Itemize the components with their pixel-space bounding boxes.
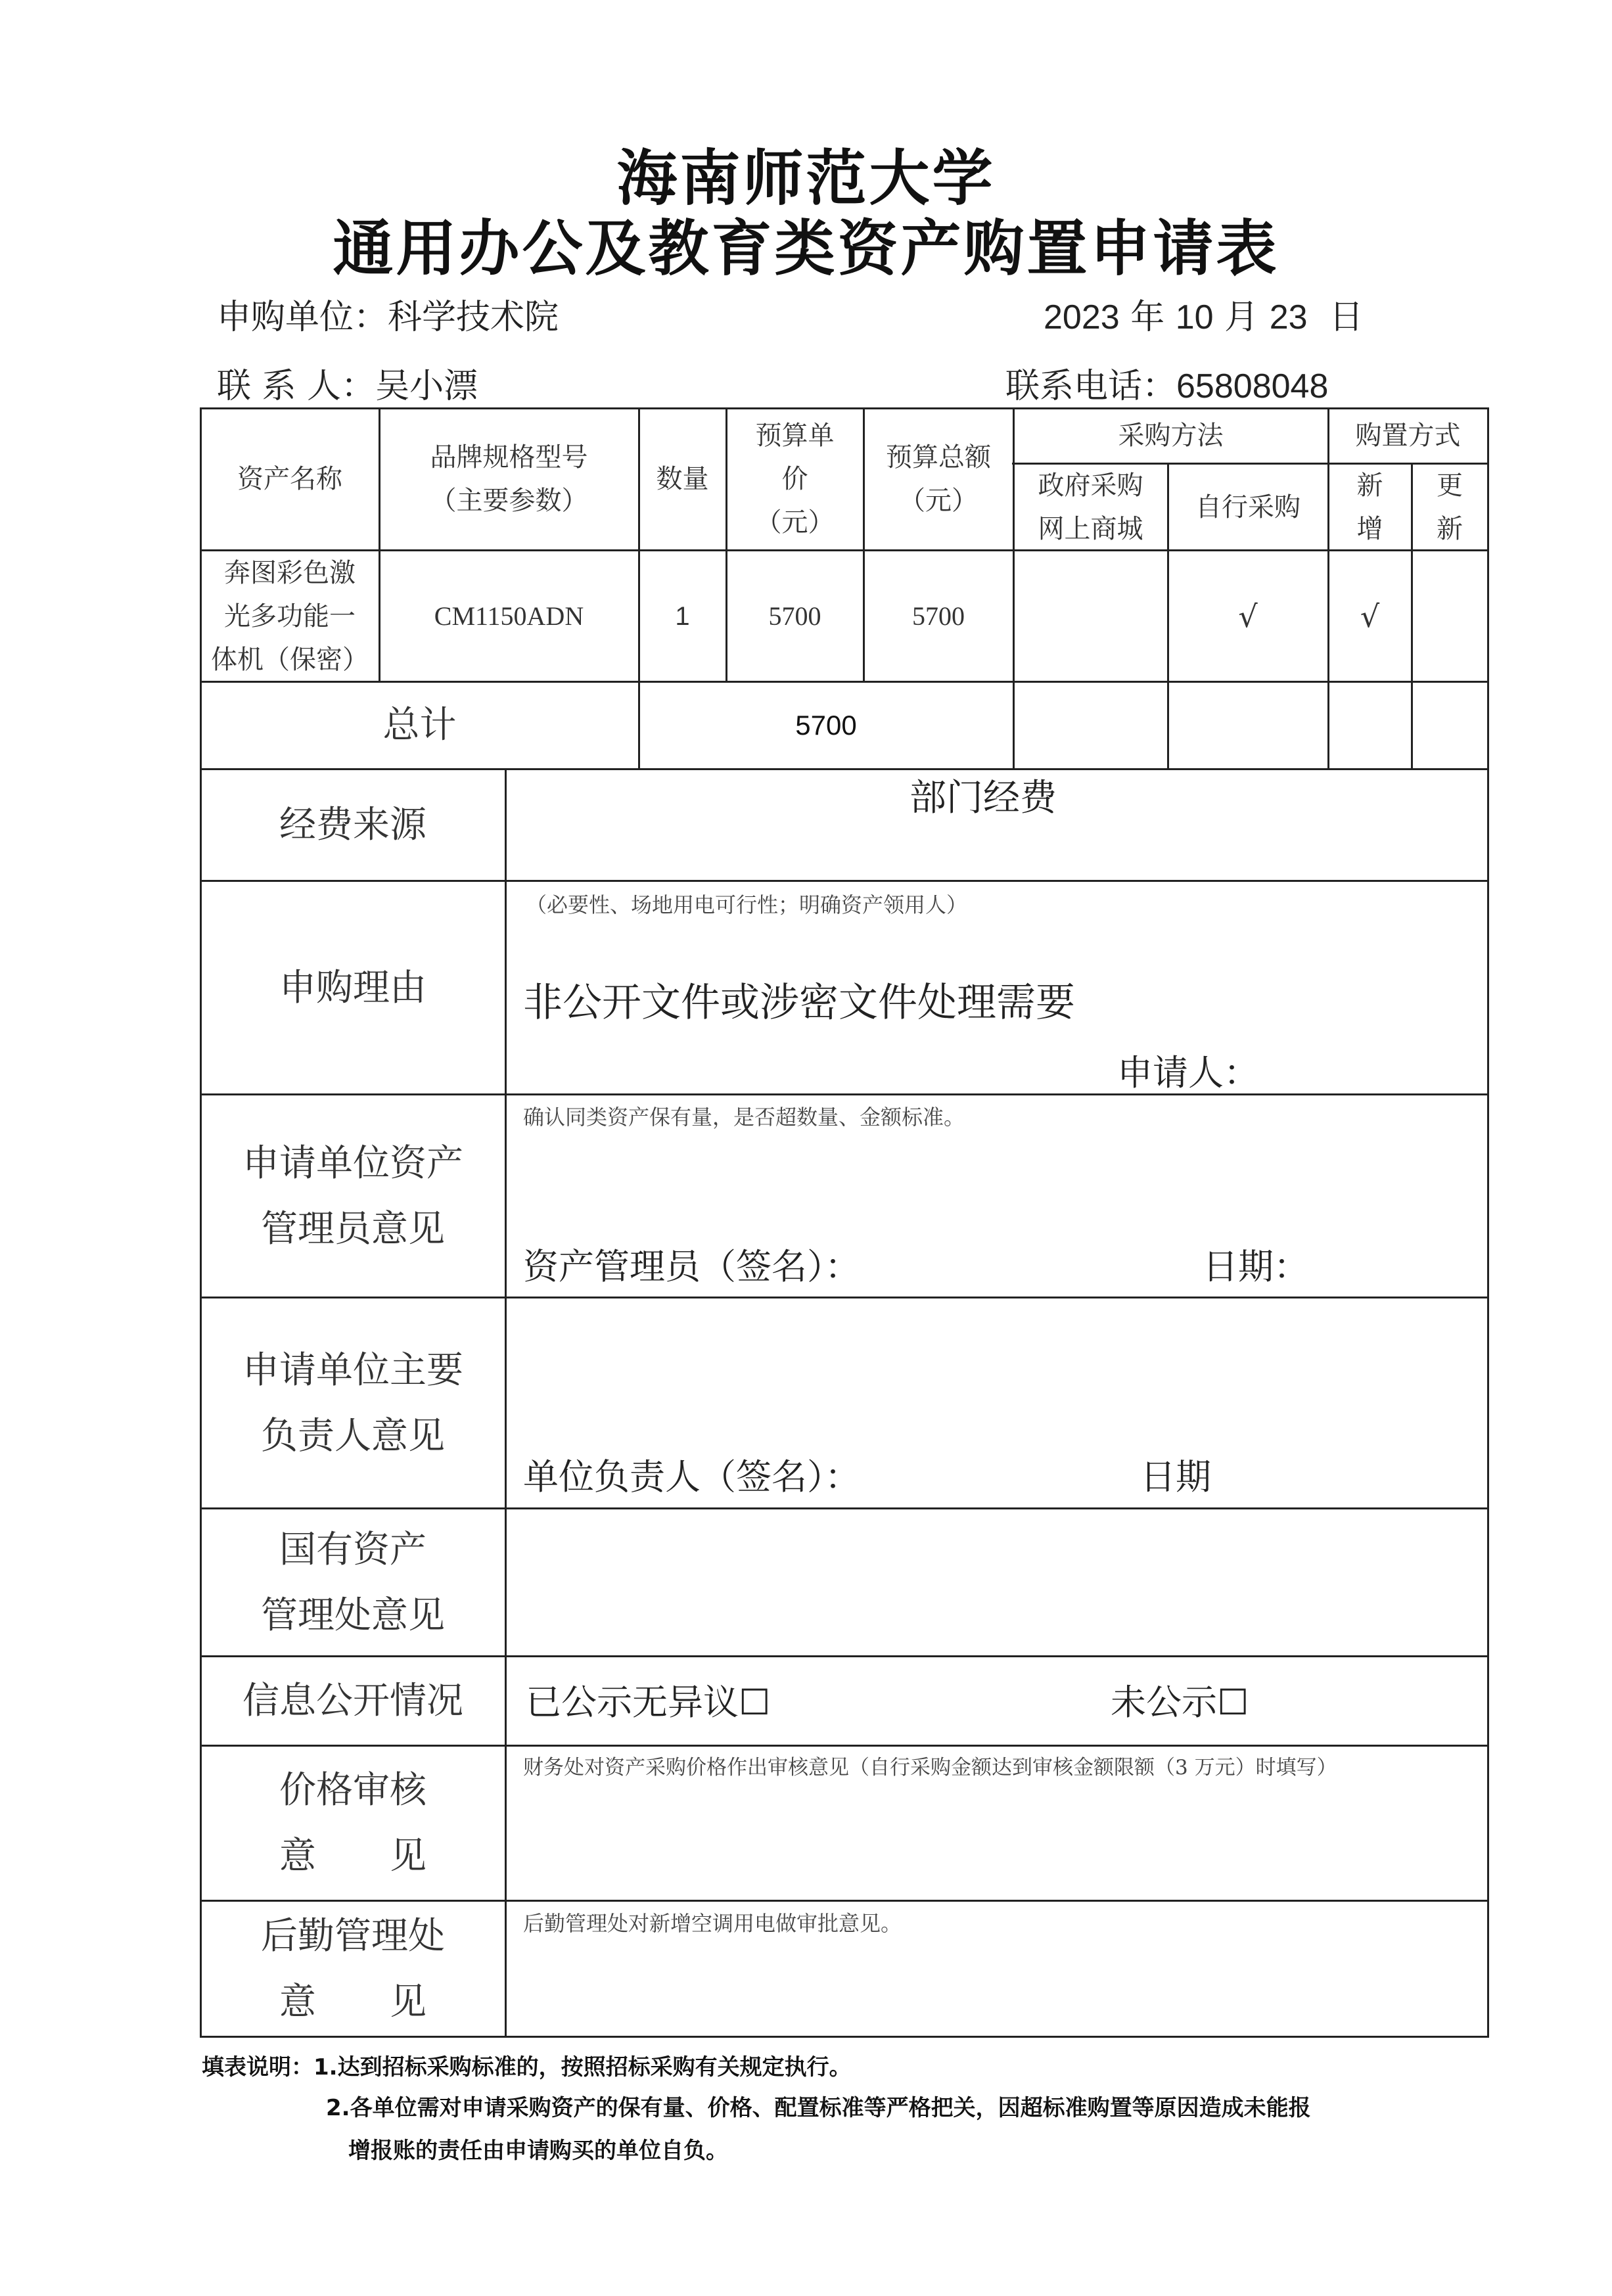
applicant-signature-label: 申请人： bbox=[1117, 1052, 1259, 1093]
disclosure-option-not-published[interactable]: 未公示☐ bbox=[1111, 1682, 1249, 1723]
applicant-unit-label: 申购单位： bbox=[217, 298, 388, 337]
header-unit-price bbox=[726, 408, 864, 550]
reason-hint: （必要性、场地用电可行性；明确资产领用人） bbox=[526, 892, 968, 917]
date-day: 23 bbox=[1269, 298, 1308, 336]
asset-admin-label bbox=[200, 1095, 505, 1298]
item-unit-price: 5700 bbox=[768, 601, 821, 631]
header-renew-line2: 新 bbox=[1437, 513, 1463, 544]
phone-value: 65808048 bbox=[1176, 367, 1329, 405]
total-value: 5700 bbox=[795, 710, 857, 741]
header-new-line1: 新 bbox=[1356, 470, 1383, 501]
contact-value: 吴小漂 bbox=[375, 367, 478, 406]
header-brand-model-line2: （主要参数） bbox=[430, 486, 588, 516]
asset-admin-signature-label[interactable]: 资产管理员（签名）： bbox=[523, 1246, 860, 1287]
price-review-label bbox=[200, 1746, 505, 1901]
phone-label: 联系电话： bbox=[1005, 367, 1177, 406]
price-review-label-line1: 价格审核 bbox=[279, 1769, 426, 1812]
date-month-suffix: 月 bbox=[1224, 298, 1259, 337]
state-assets-opinion-field[interactable] bbox=[506, 1509, 1487, 1655]
form-title: 通用办公及教育类资产购置申请表 bbox=[333, 214, 1279, 284]
unit-head-label-line1: 申请单位主要 bbox=[242, 1348, 463, 1392]
price-review-hint: 财务处对资产采购价格作出审核意见（自行采购金额达到审核金额限额（3 万元）时填写） bbox=[523, 1756, 1337, 1779]
header-total-budget bbox=[864, 408, 1013, 550]
unit-head-label-line2: 负责人意见 bbox=[261, 1414, 445, 1458]
form-title-university: 海南师范大学 bbox=[616, 143, 996, 214]
header-renew bbox=[1412, 464, 1488, 550]
item-asset-name-line3: 体机（保密） bbox=[211, 644, 369, 675]
applicant-unit bbox=[217, 289, 559, 338]
header-self-procure: 自行采购 bbox=[1195, 492, 1301, 522]
header-new bbox=[1328, 464, 1412, 550]
asset-admin-date-label[interactable]: 日期： bbox=[1203, 1246, 1309, 1287]
logistics-label bbox=[200, 1901, 505, 2037]
item-new-check[interactable]: √ bbox=[1360, 598, 1380, 634]
reason-value[interactable]: 非公开文件或涉密文件处理需要 bbox=[523, 980, 1075, 1026]
contact-phone bbox=[1005, 358, 1328, 407]
logistics-label-line1: 后勤管理处 bbox=[261, 1914, 445, 1958]
header-quantity: 数量 bbox=[656, 464, 709, 494]
contact-label: 联 系 人： bbox=[217, 367, 376, 406]
item-asset-name-line1: 奔图彩色激 bbox=[224, 557, 356, 588]
asset-admin-label-line2: 管理员意见 bbox=[261, 1207, 445, 1251]
disclosure-option-no-objection[interactable]: 已公示无异议☐ bbox=[526, 1682, 771, 1723]
item-renew[interactable] bbox=[1412, 551, 1488, 681]
contact-person bbox=[217, 358, 478, 407]
asset-admin-hint: 确认同类资产保有量，是否超数量、金额标准。 bbox=[523, 1105, 965, 1130]
price-review-label-line2: 意 见 bbox=[279, 1835, 426, 1877]
funding-label: 经费来源 bbox=[279, 804, 426, 846]
header-unit-price-line1: 预算单 bbox=[755, 421, 835, 451]
date-month: 10 bbox=[1175, 298, 1214, 336]
header-total-budget-line2: （元） bbox=[899, 486, 978, 516]
header-unit-price-line2: 价 bbox=[781, 464, 808, 494]
date-day-suffix: 日 bbox=[1329, 298, 1364, 337]
header-gov-mall-line2: 网上商城 bbox=[1038, 513, 1143, 544]
header-asset-name: 资产名称 bbox=[237, 464, 342, 494]
footer-note-2: 2.各单位需对申请采购资产的保有量、价格、配置标准等严格把关，因超标准购置等原因造成未能报 bbox=[326, 2095, 1311, 2121]
header-renew-line1: 更 bbox=[1437, 470, 1463, 501]
header-new-line2: 增 bbox=[1356, 513, 1383, 544]
unit-head-signature-label[interactable]: 单位负责人（签名）： bbox=[523, 1456, 860, 1498]
asset-admin-label-line1: 申请单位资产 bbox=[242, 1141, 463, 1185]
header-procurement-method: 采购方法 bbox=[1118, 421, 1224, 451]
header-acquisition-type: 购置方式 bbox=[1355, 421, 1461, 451]
item-total-budget: 5700 bbox=[912, 601, 965, 631]
state-assets-label-line2: 管理处意见 bbox=[261, 1594, 445, 1637]
item-asset-name-line2: 光多功能一 bbox=[224, 601, 356, 631]
date-year: 2023 bbox=[1044, 298, 1120, 336]
unit-head-label bbox=[200, 1298, 505, 1509]
item-asset-name bbox=[200, 551, 379, 681]
item-self-procure-check[interactable]: √ bbox=[1238, 598, 1258, 634]
applicant-unit-value: 科学技术院 bbox=[388, 298, 559, 337]
header-gov-mall bbox=[1013, 464, 1168, 550]
application-date bbox=[1044, 289, 1364, 338]
header-total-budget-line1: 预算总额 bbox=[886, 442, 991, 472]
total-label: 总计 bbox=[382, 704, 457, 746]
header-brand-model bbox=[379, 408, 639, 550]
disclosure-label: 信息公开情况 bbox=[242, 1680, 463, 1722]
logistics-label-line2: 意 见 bbox=[279, 1980, 426, 2023]
footer-note-3: 增报账的责任由申请购买的单位自负。 bbox=[348, 2138, 728, 2164]
item-gov-mall[interactable] bbox=[1013, 551, 1168, 681]
logistics-hint: 后勤管理处对新增空调用电做审批意见。 bbox=[523, 1911, 902, 1936]
state-assets-label-line1: 国有资产 bbox=[279, 1528, 426, 1571]
funding-value[interactable]: 部门经费 bbox=[910, 777, 1057, 819]
date-year-suffix: 年 bbox=[1130, 298, 1165, 337]
footer-note-1: 填表说明：1.达到招标采购标准的，按照招标采购有关规定执行。 bbox=[202, 2054, 852, 2080]
header-gov-mall-line1: 政府采购 bbox=[1038, 470, 1143, 501]
item-model: CM1150ADN bbox=[434, 601, 584, 631]
state-assets-label bbox=[200, 1509, 505, 1657]
reason-label: 申购理由 bbox=[279, 966, 426, 1009]
header-brand-model-line1: 品牌规格型号 bbox=[430, 442, 588, 472]
header-unit-price-line3: （元） bbox=[755, 507, 835, 538]
item-quantity: 1 bbox=[675, 601, 690, 631]
unit-head-date-label[interactable]: 日期 bbox=[1140, 1456, 1211, 1498]
